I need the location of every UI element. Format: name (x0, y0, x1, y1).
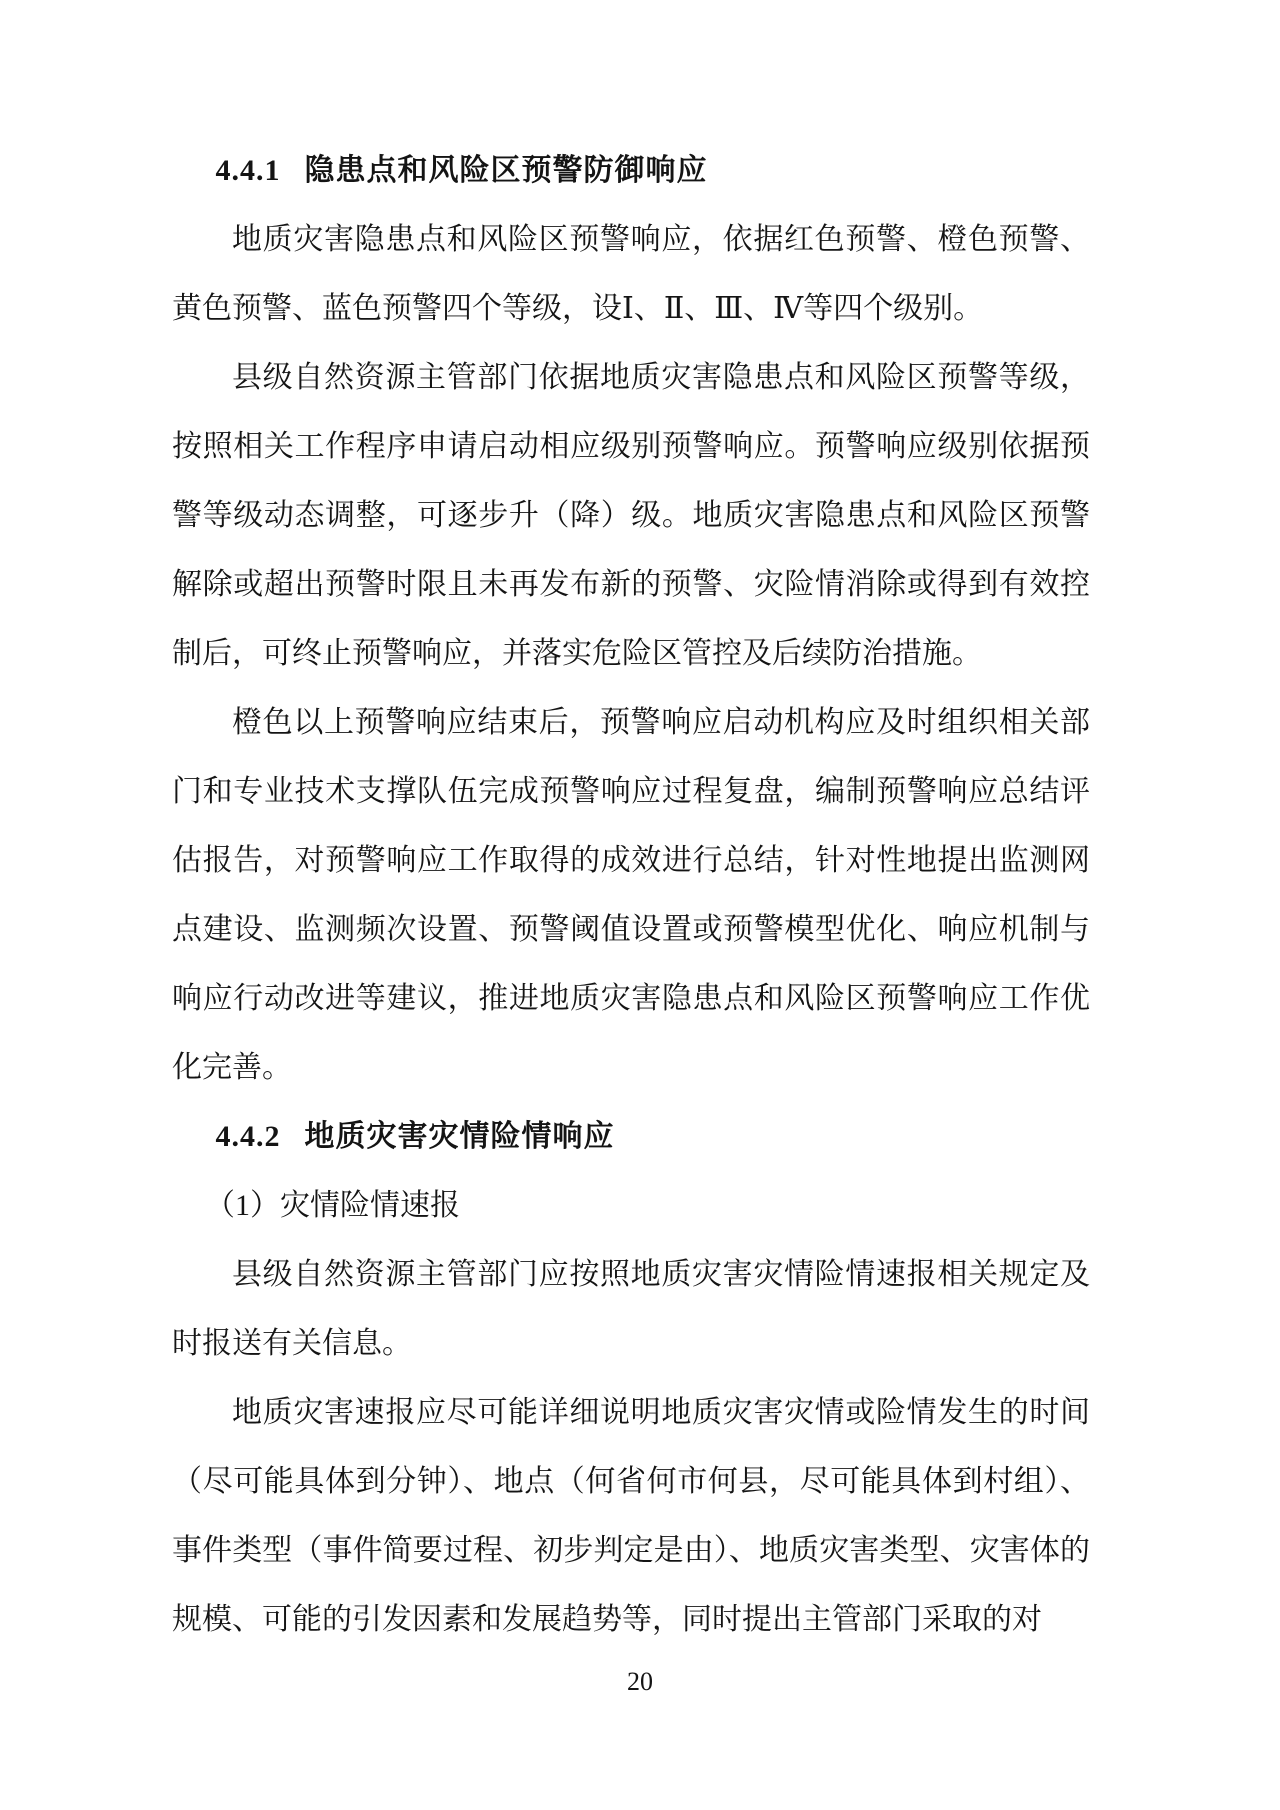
page-number: 20 (627, 1667, 653, 1696)
section-number-441: 4.4.1 (215, 154, 281, 187)
paragraph-orange-review: 橙色以上预警响应结束后，预警响应启动机构应及时组织相关部门和专业技术支撑队伍完成预警响应过程复盘，编制预警响应总结评估报告，对预警响应工作取得的成效进行总结，针对性地提出监测网点建设、监测频次设置、预警阈值设置或预警模型优化、响应机制与响应行动改进等建议，推进地质灾害隐患点和风险区预警响应工作优化完善。 (172, 706, 1090, 1084)
paragraph-county-response: 县级自然资源主管部门依据地质灾害隐患点和风险区预警等级，按照相关工作程序申请启动相应级别预警响应。预警响应级别依据预警等级动态调整，可逐步升（降）级。地质灾害隐患点和风险区预警解除或超出预警时限且未再发布新的预警、灾险情消除或得到有效控制后，可终止预警响应，并落实危险区管控及后续防治措施。 (172, 361, 1090, 670)
section-title-441: 隐患点和风险区预警防御响应 (304, 154, 708, 187)
paragraph-warning-levels: 地质灾害隐患点和风险区预警响应，依据红色预警、橙色预警、黄色预警、蓝色预警四个等级，设Ⅰ、Ⅱ、Ⅲ、Ⅳ等四个级别。 (172, 223, 1090, 325)
paragraph-report-detail: 地质灾害速报应尽可能详细说明地质灾害灾情或险情发生的时间（尽可能具体到分钟）、地点（何省何市何县，尽可能具体到村组）、事件类型（事件简要过程、初步判定是由）、地质灾害类型、灾害体的规模、可能的引发因素和发展趋势等，同时提出主管部门采取的对 (172, 1396, 1090, 1636)
page-content (172, 136, 1090, 1654)
list-item-disaster-quick-report: （1）灾情险情速报 (205, 1189, 460, 1222)
section-heading-441 (172, 136, 1090, 205)
section-title-442: 地质灾害灾情险情响应 (304, 1120, 615, 1153)
section-number-442: 4.4.2 (215, 1120, 281, 1153)
section-heading-442 (172, 1102, 1090, 1171)
paragraph-report-rule: 县级自然资源主管部门应按照地质灾害灾情险情速报相关规定及时报送有关信息。 (172, 1258, 1090, 1360)
